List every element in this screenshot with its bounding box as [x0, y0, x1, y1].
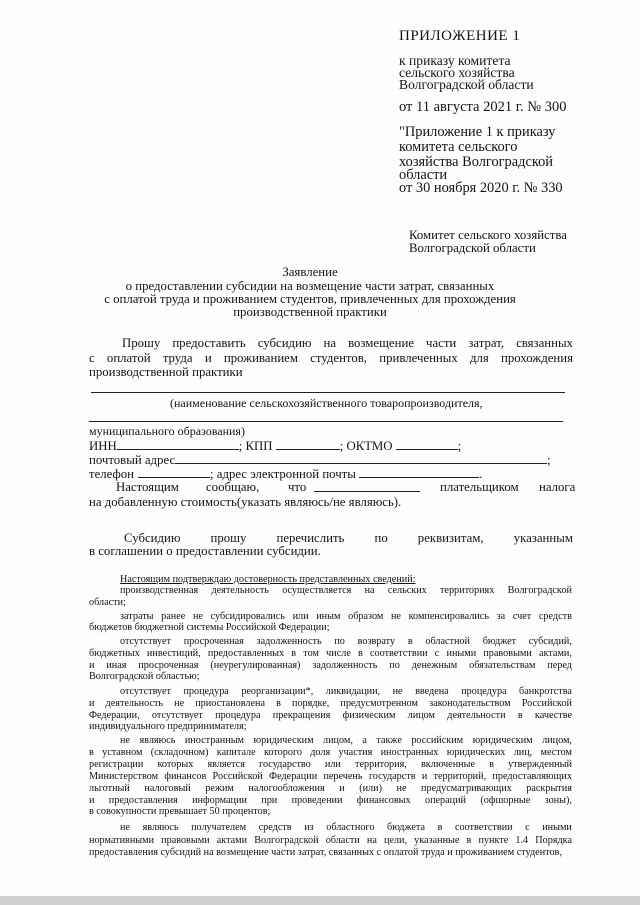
vat-status-field[interactable] — [314, 480, 420, 492]
confirm-text: не являюсь иностранным юридическим лицом, а также российским юридическим лицом, — [120, 735, 572, 746]
prev-order-line: комитета сельского — [399, 139, 518, 155]
postal-row: почтовый адрес ; — [89, 453, 551, 467]
confirm-text: и иная просроченная (неурегулированная) задолженность по денежным обязательствам перед — [89, 660, 572, 671]
kpp-field[interactable] — [276, 438, 340, 450]
confirm-text: области; — [89, 597, 126, 608]
producer-name-field-2[interactable] — [89, 421, 563, 422]
confirm-text: и предоставления информации при проведении финансовых операций (офшорные зоны), — [89, 795, 572, 806]
document-subtitle: о предоставлении субсидии на возмещение части затрат, связанных — [125, 279, 495, 293]
order-date: от 11 августа 2021 г. № 300 — [399, 99, 567, 115]
addressee-line: Волгоградской области — [409, 241, 536, 255]
order-line: к приказу комитета — [399, 53, 511, 68]
prev-order-line: области — [399, 167, 448, 183]
request-line-2: с оплатой труда и проживанием студентов, привлеченных для прохождения — [89, 351, 573, 365]
confirm-text: льготный налоговый режим налогообложения и (или) не предусматривающих раскрытия — [89, 783, 572, 794]
request-line-3: производственной практики — [89, 365, 243, 379]
confirm-text: Министерством финансов Российской Федерации перечень государств и территорий, предоставляющих — [89, 771, 572, 782]
vat-line-2: на добавленную стоимость(указать являюсь/не являюсь). — [89, 495, 402, 509]
oktmo-label: ; ОКТМО — [339, 439, 393, 453]
request-line-1: Прошу предоставить субсидию на возмещение части затрат, связанных — [122, 336, 573, 350]
prev-order-line: хозяйства Волгоградской — [399, 154, 553, 170]
kpp-label: ; КПП — [238, 439, 273, 453]
confirm-text: индивидуального предпринимателя; — [89, 721, 247, 732]
confirm-text: Волгоградской областью; — [89, 671, 200, 682]
confirm-text: регистрации которых является государство или территория, включенные в утвержденный — [89, 759, 572, 770]
confirm-text: бюджетных инвестиций, предоставленных в том числе в соответствии с иными правовыми актами, — [89, 648, 572, 659]
inn-label: ИНН — [89, 439, 117, 453]
email-label: ; адрес электронной почты — [210, 467, 356, 481]
subsidy-line-2: в соглашении о предоставлении субсидии. — [89, 544, 321, 558]
phone-label: телефон — [89, 467, 135, 481]
document-subtitle: с оплатой труда и проживанием студентов, привлеченных для прохождения — [104, 292, 516, 306]
phone-row: телефон ; адрес электронной почты . — [89, 467, 483, 481]
confirm-text: в совокупности превышает 50 процентов; — [89, 806, 271, 817]
confirm-text: не являюсь получателем средств из областного бюджета в соответствии с иными — [120, 822, 572, 833]
appendix-title: ПРИЛОЖЕНИЕ 1 — [399, 28, 521, 44]
document-title: Заявление — [282, 265, 338, 279]
municipal-caption: муниципального образования) — [89, 424, 245, 438]
document-subtitle: производственной практики — [233, 305, 387, 319]
confirm-text: затраты ранее не субсидировались или иным образом не компенсировались за счет средств — [120, 611, 572, 622]
prev-order-line: "Приложение 1 к приказу — [399, 124, 556, 140]
inn-row-end: ; — [457, 439, 462, 453]
confirm-text: предоставления субсидий на возмещение части затрат, связанных с оплатой труда и проживанием студентов, — [89, 847, 562, 858]
confirm-text: в уставном (складочном) капитале которого доля участия иностранных юридических лиц, местом — [89, 747, 572, 758]
confirm-text: отсутствует просроченная задолженность по возврату в областной бюджет субсидий, — [120, 636, 572, 647]
confirm-text: и деятельность не приостановлена в порядке, предусмотренном законодательством Российской — [89, 698, 572, 709]
confirm-text: производственная деятельность осуществляется на сельских территориях Волгоградской — [120, 585, 572, 596]
subsidy-line-1: Субсидию прошу перечислить по реквизитам, указанным — [124, 531, 573, 545]
confirm-heading: Настоящим подтверждаю достоверность представленных сведений: — [120, 574, 416, 585]
postal-address-field[interactable] — [175, 452, 547, 464]
confirm-text: Федерации, отсутствует процедура прекращения физическим лицом деятельности в качестве — [89, 710, 572, 721]
confirm-text: бюджетов бюджетной системы Российской Федерации; — [89, 622, 330, 633]
order-line: сельского хозяйства — [399, 65, 515, 80]
inn-row — [89, 438, 461, 453]
phone-field[interactable] — [138, 466, 210, 478]
addressee-line: Комитет сельского хозяйства — [409, 228, 567, 242]
email-field[interactable] — [359, 466, 479, 478]
oktmo-field[interactable] — [396, 438, 458, 450]
confirm-text: нормативными правовыми актами Волгоградской области на цели, указанные в пункте 1.4 Порядка — [89, 835, 572, 846]
scan-bottom-edge — [0, 896, 640, 905]
producer-name-field[interactable] — [91, 392, 565, 393]
postal-label: почтовый адрес — [89, 453, 176, 467]
order-line: Волгоградской области — [399, 77, 534, 92]
producer-name-caption: (наименование сельскохозяйственного товаропроизводителя, — [170, 396, 483, 410]
inn-field[interactable] — [117, 438, 239, 450]
confirm-text: отсутствует процедура реорганизации*, ликвидации, не введена процедура банкротства — [120, 686, 572, 697]
prev-order-date: от 30 ноября 2020 г. № 330 — [399, 180, 563, 196]
